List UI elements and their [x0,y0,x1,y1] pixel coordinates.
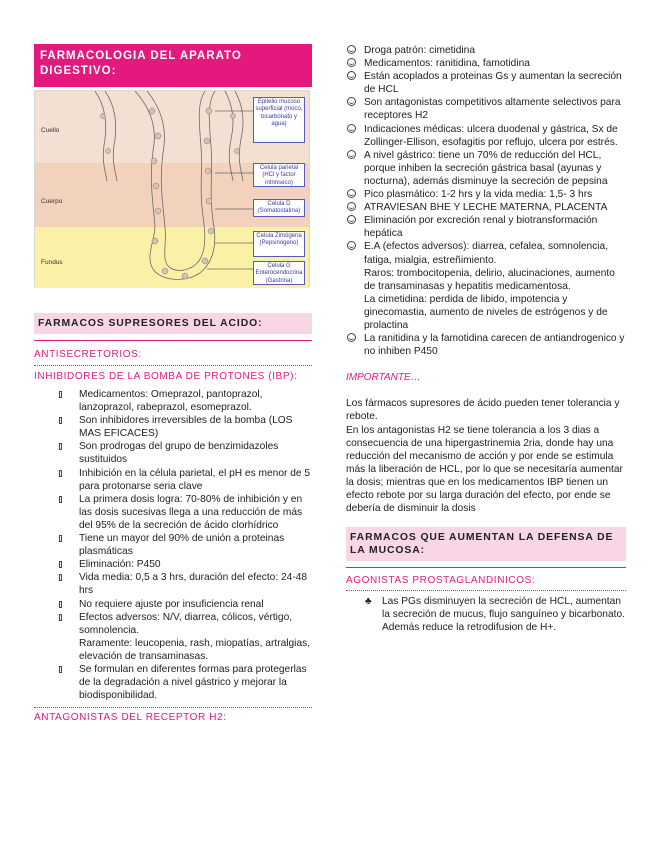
bullet-square-icon [59,535,62,542]
h2-ea-cimetidina: La cimetidina: perdida de libido, impotencia y ginecomastia, aumento de niveles de estrógenos y de prolactina [364,293,608,331]
h2-ea-rare: Raros: trombocitopenia, delirio, alucinaciones, aumento de transaminasas y hepatitis medicamentosa. [364,267,615,292]
gastric-gland-figure [34,90,310,287]
list-item: Son antagonistas competitivos altamente selectivos para receptores H2 [346,96,626,122]
list-item: La primera dosis logra: 70-80% de inhibición y en las dosis sucesivas llega a una reducción de más del 95% de la secreción de ácido clorhídrico [34,493,312,532]
list-item: No requiere ajuste por insuficiencia renal [34,598,312,611]
list-item: Están acoplados a proteinas Gs y aumentan la secreción de HCL [346,70,626,96]
list-item: Inhibición en la célula parietal, el pH es menor de 5 para protonarse seria clave [34,467,312,493]
label-epitelio-mucoso: Epitelio mucoso superficial (moco, bicarbonato y agua) [253,97,305,143]
right-column [346,44,626,634]
list-item: Eliminación: P450 [34,558,312,571]
ibp-list [34,388,312,702]
bullet-smiley-icon [347,215,356,224]
list-item: ATRAVIESAN BHE Y LECHE MATERNA, PLACENTA [346,201,626,214]
bullet-square-icon [59,666,62,673]
bullet-smiley-icon [347,189,356,198]
region-label-cuello: Cuello [41,127,60,134]
bullet-smiley-icon [347,97,356,106]
prostaglandinicos-heading: AGONISTAS PROSTAGLANDINICOS: [346,575,536,587]
antisecretorios-heading: ANTISECRETORIOS: [34,349,142,360]
list-item: La ranitidina y la famotidina carecen de antiandrogenico y no inhiben P450 [346,332,626,358]
list-item: Vida media: 0,5 a 3 hrs, duración del efecto: 24-48 hrs [34,571,312,597]
section-defensa-mucosa: FARMACOS QUE AUMENTAN LA DEFENSA DE LA MUCOSA: [346,527,626,561]
label-celula-parietal: Celula parietal (HCl y factor intrinseco) [253,163,305,187]
list-item: Medicamentos: ranitidina, famotidina [346,57,626,70]
bullet-smiley-icon [347,45,356,54]
list-item: Medicamentos: Omeprazol, pantoprazol, lanzoprazol, rabeprazol, esomeprazol. [34,388,312,414]
label-celula-zimogena: Celula Zimógena (Pepsinógeno) [253,231,305,257]
list-item: Droga patrón: cimetidina [346,44,626,57]
list-item: Son prodrogas del grupo de benzimidazoles sustituidos [34,440,312,466]
section-supresores-acido: FARMACOS SUPRESORES DEL ACIDO: [34,313,312,334]
list-item: ♣ Las PGs disminuyen la secreción de HCL, aumentan la secreción de mucus, flujo sanguíneo y bicarbonato. Además reduce la retrodifusion de H+. [365,596,625,634]
bullet-square-icon [59,601,62,608]
label-celula-g: Celula G Enterocendocrina (Gastrina) [253,261,305,285]
bullet-smiley-icon [347,241,356,250]
list-item: Tiene un mayor del 90% de unión a proteinas plasmáticas [34,532,312,558]
list-item: Efectos adversos: N/V, diarrea, cólicos, vértigo, somnolencia. Raramente: leucopenia, rash, miopatías, artralgias, elevación de transaminasas. [34,611,312,663]
bullet-smiley-icon [347,124,356,133]
list-item: Se formulan en diferentes formas para protegerlas de la degradación a nivel gástrico y mejorar la biodisponibilidad. [34,663,312,702]
region-label-fundus: Fundus [41,259,63,266]
bullet-square-icon [59,443,62,450]
bullet-smiley-icon [347,150,356,159]
page-title: FARMACOLOGIA DEL APARATO DIGESTIVO: [34,44,312,87]
ibp-heading: INHIBIDORES DE LA BOMBA DE PROTONES (IBP): [34,371,298,382]
list-item: A nivel gástrico: tiene un 70% de reducción del HCL, porque inhiben la secreción gástrica basal (ayunas y nocturna), además disminuye la secreción de pepsina [346,149,626,188]
bullet-square-icon [59,391,62,398]
region-label-cuerpo: Cuerpo [41,198,63,205]
bullet-square-icon [59,561,62,568]
bullet-smiley-icon [347,58,356,67]
bullet-smiley-icon [347,71,356,80]
list-item: Pico plasmático: 1-2 hrs y la vida media: 1,5- 3 hrs [346,188,626,201]
prostaglandinicos-list [346,595,626,634]
bullet-square-icon [59,417,62,424]
h2-antagonists-heading: ANTAGONISTAS DEL RECEPTOR H2: [34,712,227,724]
bullet-square-icon [59,614,62,621]
importante-label: IMPORTANTE… [346,372,421,384]
importante-paragraph-2: En los antagonistas H2 se tiene tolerancia a los 3 dias a consecuencia de una hipergastrinemia 2ria, donde hay una reducción del mecanismo de acción y por ende se estimula más la liberación de HCL, por lo que se necesitaría aumentar la dosis; mientras que en los medicamentos IBP tienen un efecto rebote por su larga duración del efecto, por ende se debería de disminuir la dosis [346,424,623,515]
list-item: Eliminación por excreción renal y biotransformación hepática [346,214,626,240]
bullet-smiley-icon [347,202,356,211]
bullet-smiley-icon [347,333,356,342]
h2-list [346,44,626,358]
importante-paragraph-1: Los fármacos supresores de ácido pueden tener tolerancia y rebote. [346,398,620,423]
label-celula-d: Celula D (Somatostatina) [253,199,305,217]
bullet-square-icon [59,574,62,581]
left-column [34,44,312,724]
list-item: Son inhibidores irreversibles de la bomba (LOS MAS EFICACES) [34,414,312,440]
ibp-rare-effects: Raramente: leucopenia, rash, miopatías, artralgias, elevación de transaminasas. [79,637,311,662]
bullet-square-icon [59,470,62,477]
list-item: E.A (efectos adversos): diarrea, cefalea, somnolencia, fatiga, mialgia, estreñimiento. Raros: trombocitopenia, delirio, alucinaciones, aumento de transaminasas y hepatitis medicamentosa. La cimetidina: perdida de libido, impotencia y ginecomastia, aumento de niveles de estrógenos y de prolactina [346,240,626,332]
list-item: Indicaciones médicas: ulcera duodenal y gástrica, Sx de Zollinger-Ellison, esofagitis por reflujo, ulcera por estrés. [346,123,626,149]
bullet-club-icon: ♣ [365,596,372,608]
bullet-square-icon [59,496,62,503]
